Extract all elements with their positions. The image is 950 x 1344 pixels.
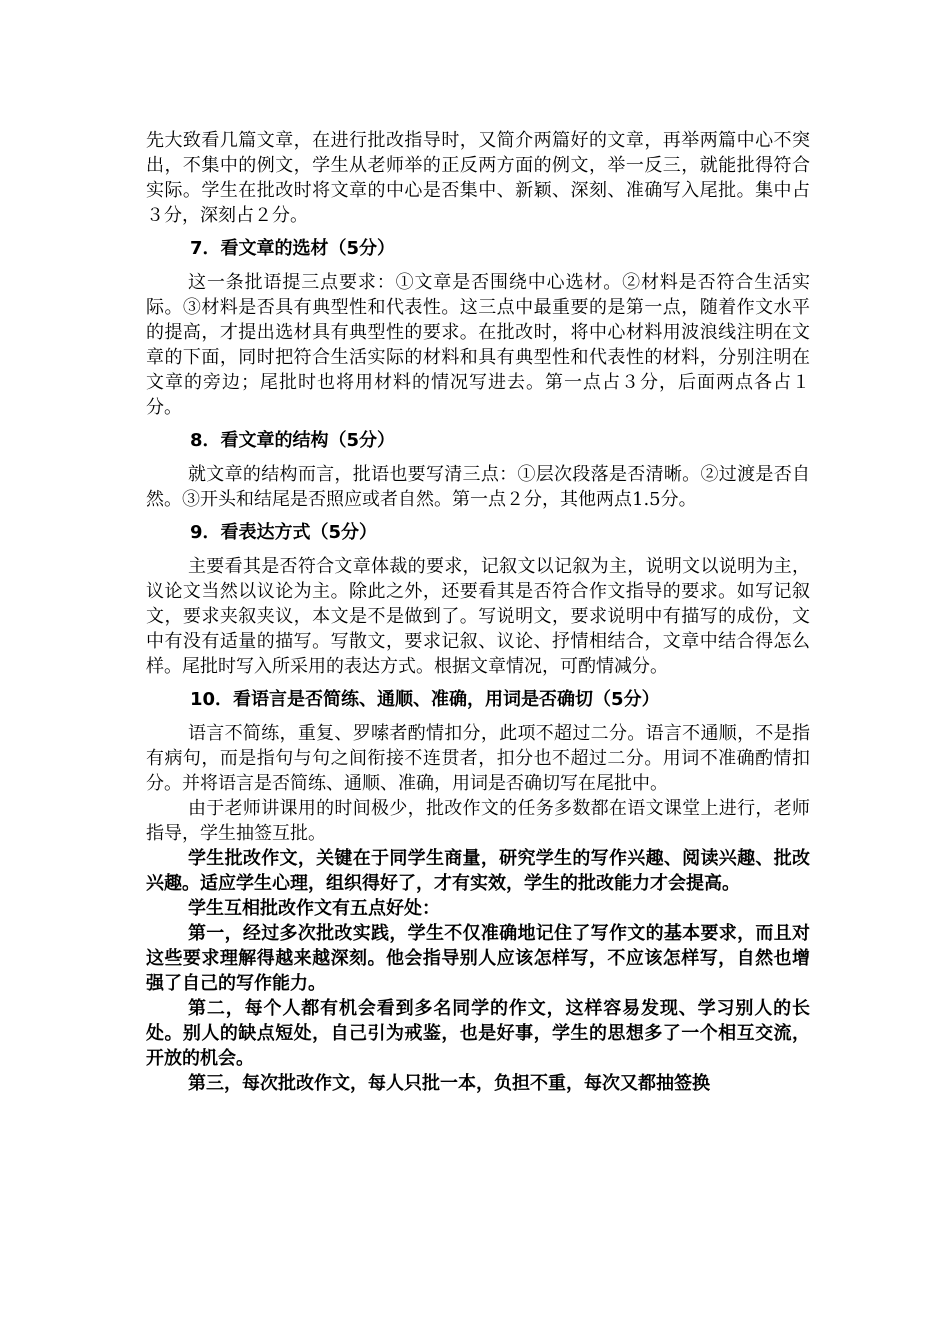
paragraph-five-benefits: 学生互相批改作文有五点好处： xyxy=(188,898,440,919)
paragraph-center-criteria: 先大致看几篇文章，在进行批改指导时，又简介两篇好的文章，再举两篇中心不突出，不集中的例文，学生从老师举的正反两方面的例文，举一反三，就能批得符合实际。学生在批改时将文章的中心是否集中、新颖、深刻、准确写入尾批。集中占３分，深刻占２分。 xyxy=(146,130,810,226)
document-page xyxy=(146,128,810,1096)
heading-language: 10．看语言是否简练、通顺、准确，用词是否确切（5分） xyxy=(190,689,660,710)
paragraph-expression: 主要看其是否符合文章体裁的要求，记叙文以记叙为主，说明文以说明为主，议论文当然以议论为主。除此之外，还要看其是否符合作文指导的要求。如写记叙文，要求夹叙夹议，本文是不是做到了。写说明文，要求说明中有描写的成份，文中有没有适量的描写。写散文，要求记叙、议论、抒情相结合，文章中结合得怎么样。尾批时写入所采用的表达方式。根据文章情况，可酌情减分。 xyxy=(146,556,810,677)
heading-expression: 9．看表达方式（5分） xyxy=(190,522,378,543)
heading-material-selection: 7．看文章的选材（5分） xyxy=(190,238,396,259)
paragraph-language: 语言不简练，重复、罗嗦者酌情扣分，此项不超过二分。语言不通顺，不是指有病句，而是指句与句之间衔接不连贯者，扣分也不超过二分。用词不准确酌情扣分。并将语言是否简练、通顺、准确，用词是否确切写在尾批中。 xyxy=(146,723,810,794)
heading-structure: 8．看文章的结构（5分） xyxy=(190,430,396,451)
paragraph-benefit-two: 第二，每个人都有机会看到多名同学的作文，这样容易发现、学习别人的长处。别人的缺点短处，自己引为戒鉴，也是好事，学生的思想多了一个相互交流，开放的机会。 xyxy=(146,998,810,1069)
paragraph-benefit-one: 第一，经过多次批改实践，学生不仅准确地记住了写作文的基本要求，而且对这些要求理解得越来越深刻。他会指导别人应该怎样写，不应该怎样写，自然也增强了自己的写作能力。 xyxy=(146,923,810,994)
paragraph-structure: 就文章的结构而言，批语也要写清三点：①层次段落是否清晰。②过渡是否自然。③开头和结尾是否照应或者自然。第一点２分，其他两点1.5分。 xyxy=(146,464,810,510)
paragraph-benefit-three: 第三，每次批改作文，每人只批一本，负担不重，每次又都抽签换 xyxy=(188,1073,710,1094)
paragraph-material-selection: 这一条批语提三点要求：①文章是否围绕中心选材。②材料是否符合生活实际。③材料是否具有典型性和代表性。这三点中最重要的是第一点，随着作文水平的提高，才提出选材具有典型性的要求。在批改时，将中心材料用波浪线注明在文章的下面，同时把符合生活实际的材料和具有典型性和代表性的材料，分别注明在文章的旁边；尾批时也将用材料的情况写进去。第一点占３分，后面两点各占１分。 xyxy=(146,272,810,418)
paragraph-key-point: 学生批改作文，关键在于同学生商量，研究学生的写作兴趣、阅读兴趣、批改兴趣。适应学生心理，组织得好了，才有实效，学生的批改能力才会提高。 xyxy=(146,848,810,894)
paragraph-peer-review: 由于老师讲课用的时间极少，批改作文的任务多数都在语文课堂上进行，老师指导，学生抽签互批。 xyxy=(146,798,810,844)
